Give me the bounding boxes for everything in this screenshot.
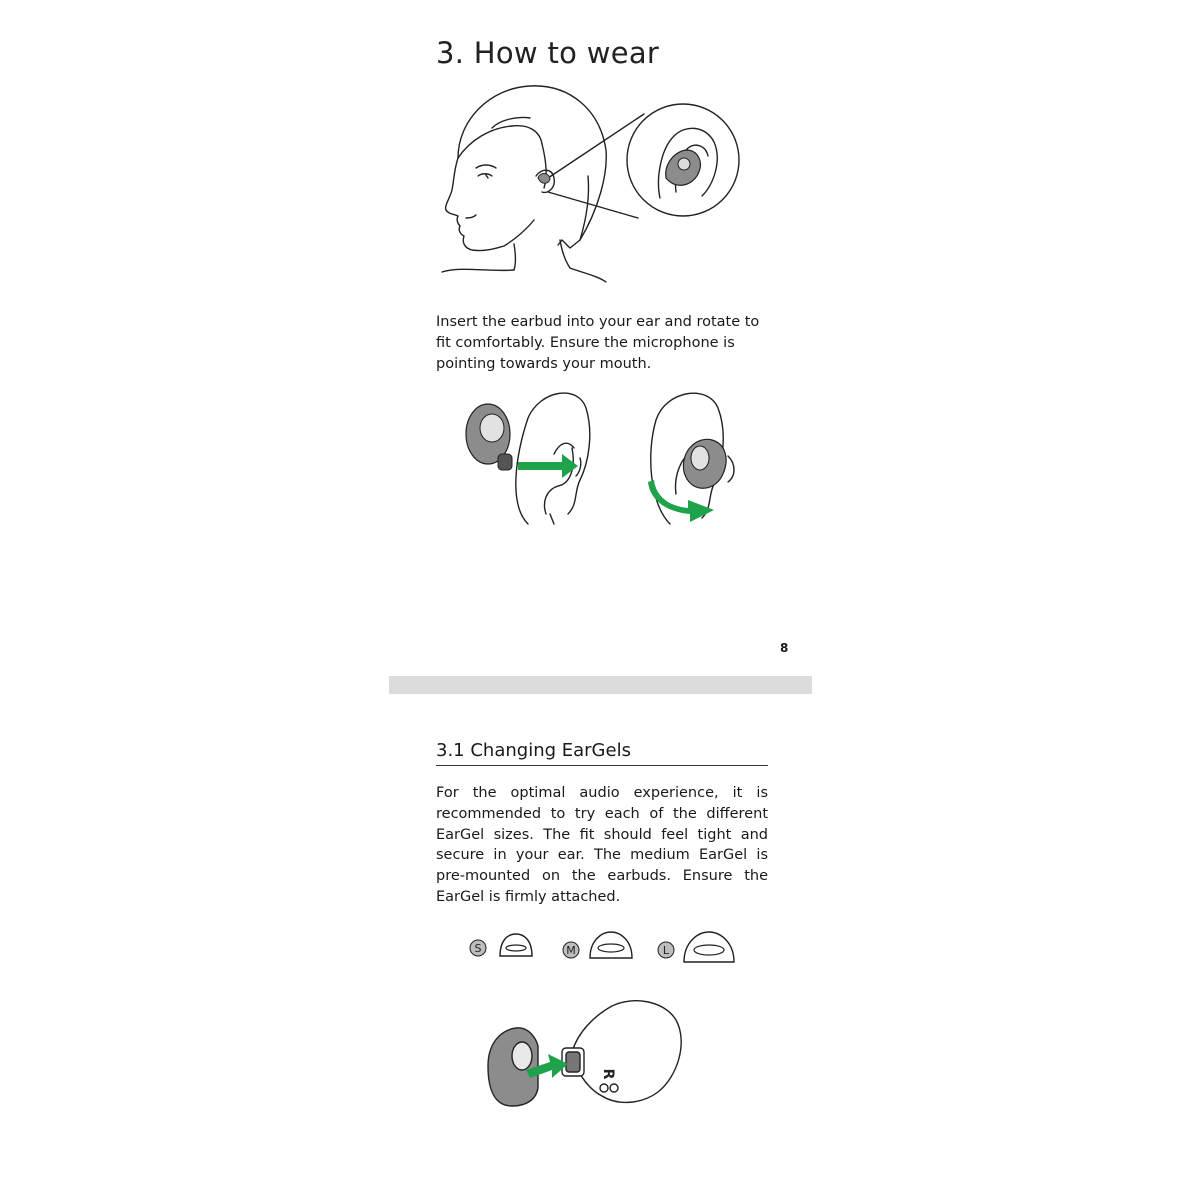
size-label-large: L <box>662 944 670 957</box>
page-title: 3. How to wear <box>436 36 660 70</box>
head-wearing-earbud-illustration <box>430 80 750 285</box>
eargel-size-large <box>658 932 734 962</box>
size-label-small: S <box>474 942 482 955</box>
size-label-medium: M <box>566 944 576 957</box>
earbud-side-label: R <box>600 1068 616 1080</box>
page-divider <box>389 676 812 694</box>
subsection-title: 3.1 Changing EarGels <box>436 740 768 766</box>
page-number: 8 <box>780 641 789 655</box>
insert-earbud-illustration <box>462 384 602 534</box>
insert-instruction-text: Insert the earbud into your ear and rotate to fit comfortably. Ensure the microphone is pointing towards your mouth. <box>436 314 760 372</box>
attach-eargel-illustration <box>482 996 692 1116</box>
eargel-size-small <box>470 934 532 956</box>
eargel-size-medium <box>563 932 632 958</box>
eargels-instruction-text: For the optimal audio experience, it is recommended to try each of the different EarGel sizes. The fit should feel tight and secure in your ear. The medium EarGel is pre-mounted on the earbuds. Ensure the EarGel is firmly attached. <box>436 785 768 905</box>
eargel-sizes-illustration <box>462 926 752 976</box>
rotate-earbud-illustration <box>640 384 750 534</box>
